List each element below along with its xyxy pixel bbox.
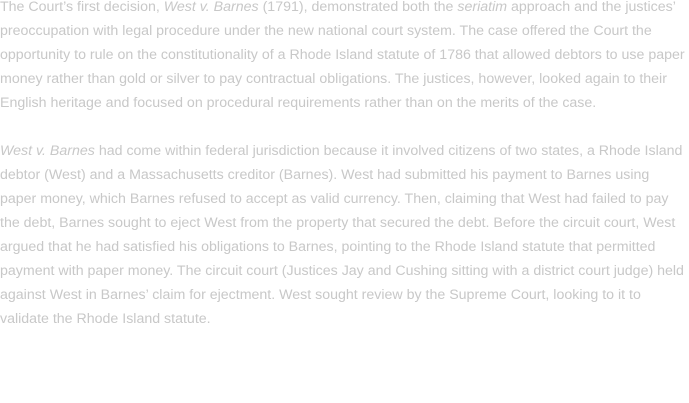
text-segment: approach and the justices’ preoccupation with legal procedure under the new national court system. The case offered the Court the opportunity to rule on the constitutionality of a Rhode Island statute of 1786 that allowed debtors to use paper money rather than gold or silver to pay contractual obligations. The justices, however, looked again to their English heritage and focused on procedural requirements rather than on the merits of the case. [0, 0, 685, 111]
text-segment: The Court’s first decision, [0, 0, 164, 15]
paragraph-1 [0, 0, 689, 115]
paragraph-2 [0, 139, 689, 331]
case-name-italic: West v. Barnes [0, 143, 95, 159]
term-italic: seriatim [457, 0, 508, 15]
text-segment: (1791), demonstrated both the [258, 0, 458, 15]
text-segment: had come within federal jurisdiction because it involved citizens of two states, a Rhode Island debtor (West) and a Massachusetts creditor (Barnes). West had submitted his payment to Barnes using paper money, which Barnes refused to accept as valid currency. Then, claiming that West had failed to pay the debt, Barnes sought to eject West from the property that secured the debt. Before the circuit court, West argued that he had satisfied his obligations to Barnes, pointing to the Rhode Island statute that permitted payment with paper money. The circuit court (Justices Jay and Cushing sitting with a district court judge) held against West in Barnes’ claim for ejectment. West sought review by the Supreme Court, looking to it to validate the Rhode Island statute. [0, 143, 684, 327]
case-name-italic: West v. Barnes [163, 0, 259, 15]
